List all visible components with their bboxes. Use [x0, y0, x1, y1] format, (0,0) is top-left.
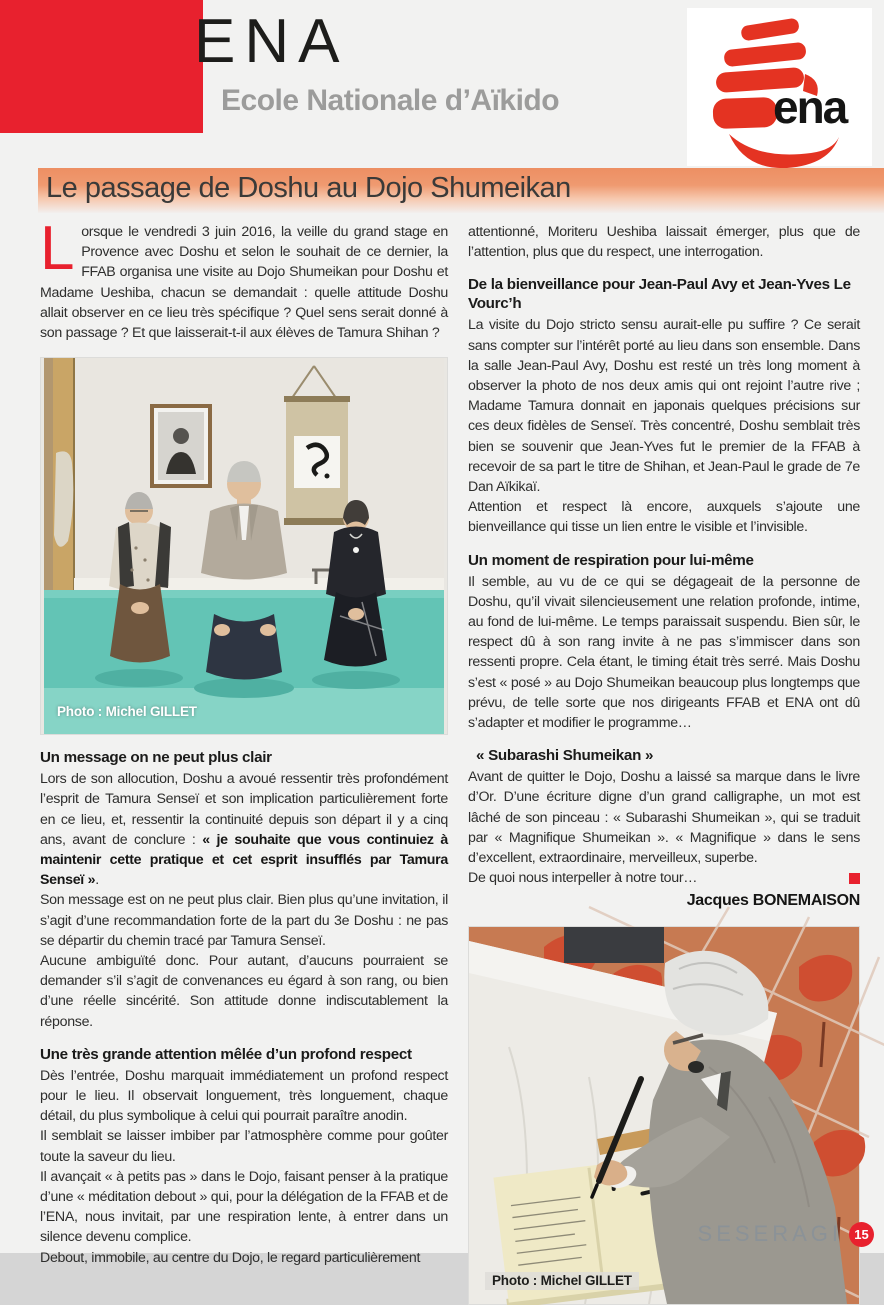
- paragraph: Attention et respect là encore, auxquels s’ajoute une bienveillance qui tisse un lien entre le visible et l’invisible.: [468, 499, 860, 536]
- photo-credit: Photo : Michel GILLET: [57, 704, 197, 720]
- paragraph-text: De quoi nous interpeller à notre tour…: [468, 870, 698, 887]
- article-title: Le passage de Doshu au Dojo Shumeikan: [46, 172, 571, 204]
- paragraph: [40, 769, 448, 890]
- ena-logo-text: ena: [773, 81, 847, 133]
- brand-title: ENA: [194, 7, 349, 76]
- paragraph: Aucune ambiguïté donc. Pour autant, d’aucuns pourraient se demander s’il s’agit de convenances eu égard à son rang, ou bien d’une réelle sincérité. Son attitude donne indiscutablement la réponse.: [40, 953, 448, 1030]
- magazine-name: SESERAGI: [697, 1221, 842, 1246]
- brand-subtitle: Ecole Nationale d’Aïkido: [221, 84, 560, 117]
- paragraph-text: .: [95, 872, 99, 889]
- paragraph: attentionné, Moriteru Ueshiba laissait émerger, plus que de l’attention, plus que du respect, une interrogation.: [468, 224, 860, 261]
- paragraph: Il semble, au vu de ce qui se dégageait de la personne de Doshu, qu’il vivait silencieusement une relation profonde, intime, au fond de lui-même. Le temps paraissait suspendu. Bien sûr, le respect dû à son rang invite à ne pas s’immiscer dans son ressenti propre. Cela étant, le timing était très serré. Mais Doshu s’est « posé » au Dojo Shumeikan beaucoup plus longtemps que prévu, de telle sorte que nos dirigeants FFAB et ENA ont dû s’adapter et modifier le programme…: [468, 573, 860, 732]
- article-column-right: [468, 222, 860, 1305]
- paragraph: La visite du Dojo stricto sensu aurait-elle pu suffire ? Ce serait sans compter sur l’intérêt porté au lieu dans son ensemble. Dans la salle Jean-Paul Avy, Doshu est resté un très long moment à observer la photo de nos deux amis qui ont rejoint l’autre rive ; Madame Tamura donnait en japonais quelques précisions sur ces deux fidèles de Senseï. Très concentré, Doshu semblait très bien se souvenir que Jean-Yves fut le premier de la FFAB à recevoir de sa part le titre de Shihan, et Jean-Paul le grade de 7e Dan Aïkikaï.: [468, 317, 860, 496]
- paragraph: Il avançait « à petits pas » dans le Dojo, faisant penser à la pratique d’une « méditation debout » qui, pour la délégation de la FFAB et de l’ENA, nous invitait, par une respiration lente, à entrer dans un silence devenu complice.: [40, 1168, 448, 1246]
- page-number-badge: 15: [849, 1222, 874, 1247]
- paragraph-text: Lors de son allocution, Doshu a avoué ressentir très profondément l’esprit de Tamura Senseï et son implication particulièrement forte en ce lieu, et, ressentir la continuité depuis son départ il y a cinq ans, avant de conclure :: [40, 771, 448, 848]
- article-title-banner: [38, 168, 884, 213]
- paragraph: Debout, immobile, au centre du Dojo, le regard particulièrement: [40, 1249, 421, 1266]
- paragraph: Il semblait se laisser imbiber par l’atmosphère comme pour goûter toute la saveur du lieu.: [40, 1128, 448, 1165]
- article-column-left: [40, 214, 448, 1268]
- section-heading-respiration: Un moment de respiration pour lui-même: [468, 551, 754, 569]
- ena-logo: [687, 8, 872, 166]
- paragraph: Son message est on ne peut plus clair. Bien plus qu’une invitation, il s’agit d’une recommandation forte de la part du 3e Doshu : ne pas se départir du chemin tracé par Tamura Senseï.: [40, 892, 448, 949]
- red-block-decoration: [0, 0, 203, 133]
- doshu-signing-photo-illustration: [469, 927, 859, 1304]
- paragraph: Dès l’entrée, Doshu marquait immédiatement un profond respect pour le lieu. Il observait longuement, très longuement, chaque détail, du plus symbolique à celui qui pourrait paraître anodin.: [40, 1067, 448, 1125]
- dojo-group-photo: [40, 357, 448, 735]
- doshu-signing-photo: [468, 926, 860, 1305]
- section-heading-bienveillance: De la bienveillance pour Jean-Paul Avy et Jean-Yves Le Vourc’h: [468, 276, 851, 313]
- lead-paragraph: [40, 214, 448, 343]
- quote-bold: « je souhaite que vous continuiez à maintenir cette pratique et cet esprit insufflés par Tamura Senseï »: [40, 831, 448, 889]
- photo-credit: Photo : Michel GILLET: [485, 1272, 639, 1290]
- section-heading-subarashi: « Subarashi Shumeikan »: [476, 747, 654, 765]
- author-byline: Jacques BONEMAISON: [686, 892, 860, 910]
- drop-cap: L: [40, 214, 75, 283]
- section-heading-message: Un message on ne peut plus clair: [40, 749, 272, 767]
- page-footer: [698, 1221, 874, 1247]
- dojo-group-photo-illustration: [41, 358, 447, 734]
- article-end-mark: [849, 873, 860, 884]
- paragraph: Avant de quitter le Dojo, Doshu a laissé sa marque dans le livre d’Or. D’une écriture digne d’un grand calligraphe, un mot est lâché de son pinceau : « Subarashi Shumeikan », qui se traduit par « Magnifique Shumeikan ». « Magnifique » dans le sens d’excellent, extraordinaire, merveilleux, superbe.: [468, 769, 860, 867]
- section-heading-attention: Une très grande attention mêlée d’un profond respect: [40, 1045, 412, 1063]
- paragraph: [468, 868, 860, 888]
- lead-text: orsque le vendredi 3 juin 2016, la veille du grand stage en Provence avec Doshu et selon le souhait de ce dernier, la FFAB organisa une visite au Dojo Shumeikan pour Doshu et Madame Ueshiba, chacun se demandait : quelle attitude Doshu allait observer en ce lieu très spécifique ? Quel sens serait donné à son passage ? Et que laisserait-t-il aux élèves de Tamura Shihan ?: [40, 224, 448, 342]
